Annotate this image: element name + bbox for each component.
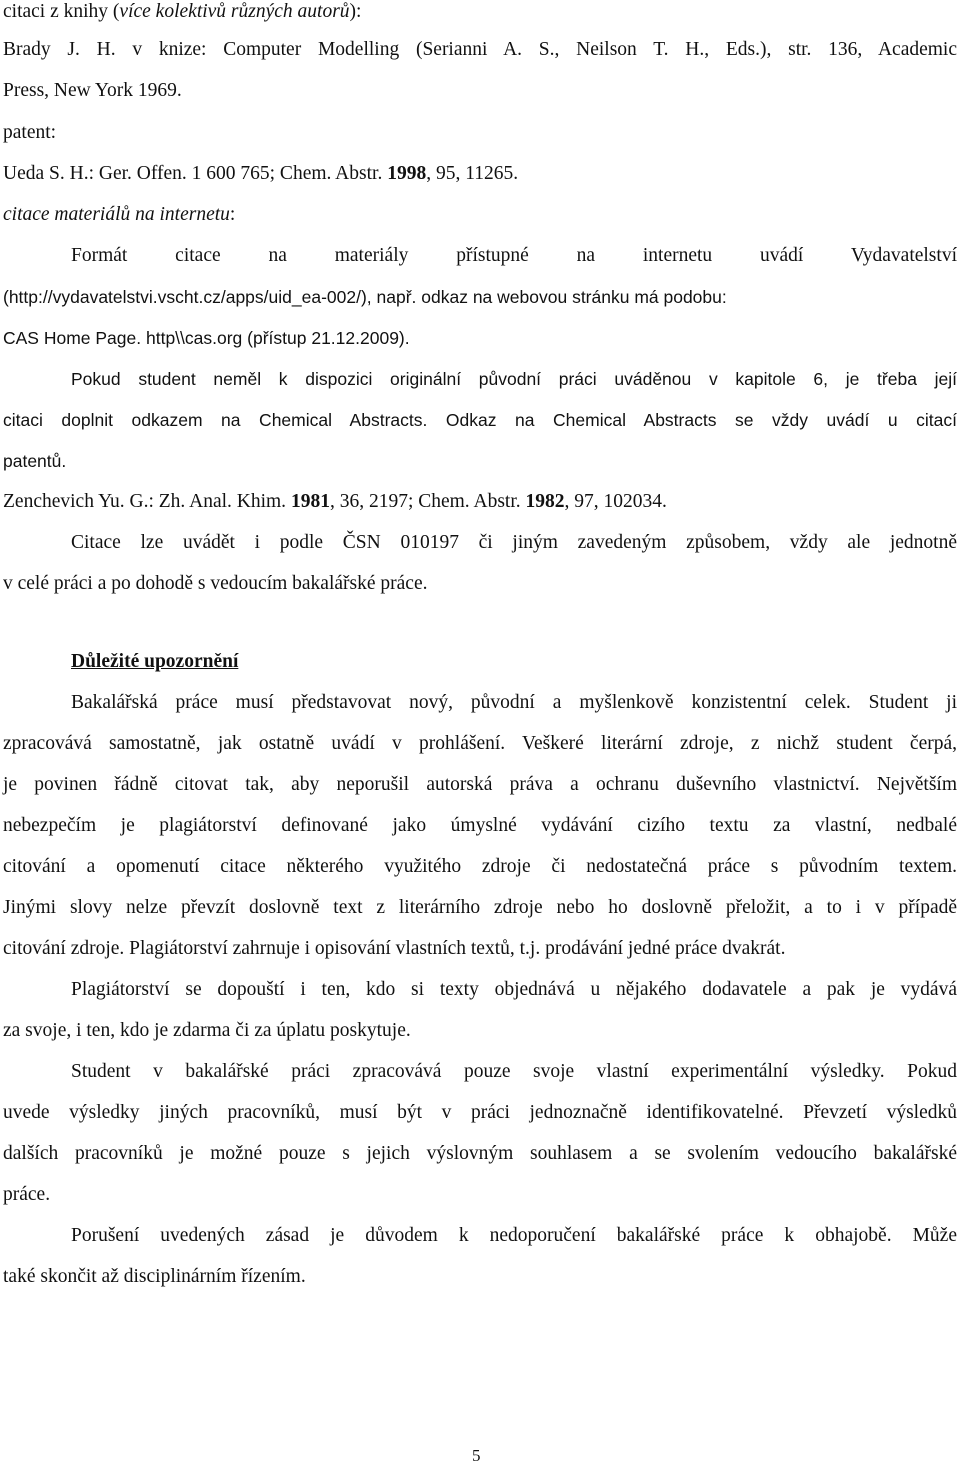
- notice-paragraph-line: citování a opomenutí citace některého využitého zdroje či nedostatečná práce s původním textem.: [3, 856, 957, 877]
- chemical-abstracts-line: patentů.: [3, 451, 67, 471]
- notice-paragraph-line: citování zdroje. Plagiátorství zahrnuje i opisování vlastních textů, t.j. prodávání jedné práce dvakrát.: [3, 938, 786, 959]
- citation-year: 1982: [525, 491, 565, 512]
- citation-text: , 95, 11265.: [426, 163, 519, 184]
- internet-citation-line: (http://vydavatelstvi.vscht.cz/apps/uid_ea-002/), např. odkaz na webovou stránku má podobu:: [3, 287, 727, 307]
- citation-text: Zenchevich Yu. G.: Zh. Anal. Khim.: [3, 491, 291, 512]
- page-number: 5: [472, 1446, 481, 1465]
- notice-paragraph-line: Bakalářská práce musí představovat nový, původní a myšlenkově konzistentní celek. Student ji: [71, 692, 957, 713]
- notice-paragraph-line: je povinen řádně citovat tak, aby neporušil autorská práva a ochranu duševního vlastnictví. Největším: [3, 774, 957, 795]
- notice-paragraph-line: Jinými slovy nelze převzít doslovně text z literárního zdroje nebo ho doslovně přeložit, a to i v případě: [3, 897, 957, 918]
- notice-paragraph-line: za svoje, i ten, kdo je zdarma či za úplatu poskytuje.: [3, 1020, 411, 1041]
- citation-text: , 36, 2197; Chem. Abstr.: [329, 491, 526, 512]
- csn-line: v celé práci a po dohodě s vedoucím bakalářské práce.: [3, 573, 428, 594]
- book-citation-line: Press, New York 1969.: [3, 80, 182, 101]
- chemical-abstracts-line: citaci doplnit odkazem na Chemical Abstracts. Odkaz na Chemical Abstracts se vždy uvádí u citací: [3, 410, 957, 430]
- notice-paragraph-line: dalších pracovníků je možné pouze s jejich výslovným souhlasem a se svolením vedoucího bakalářské: [3, 1143, 957, 1164]
- citation-text: Ueda S. H.: Ger. Offen. 1 600 765; Chem. Abstr.: [3, 163, 388, 184]
- csn-line: Citace lze uvádět i podle ČSN 010197 či jiným zavedeným způsobem, vždy ale jednotně: [71, 532, 957, 553]
- citation-text: , 97, 102034.: [564, 491, 667, 512]
- notice-paragraph-line: také skončit až disciplinárním řízením.: [3, 1266, 306, 1287]
- notice-paragraph-line: Student v bakalářské práci zpracovává pouze svoje vlastní experimentální výsledky. Pokud: [71, 1061, 957, 1082]
- label-italic-text: více kolektivů různých autorů: [119, 1, 350, 22]
- citation-year: 1981: [290, 491, 330, 512]
- chemical-abstracts-line: Pokud student neměl k dispozici originální původní práci uváděnou v kapitole 6, je třeba její: [71, 369, 957, 389]
- internet-citation-line: CAS Home Page. http\\cas.org (přístup 21.12.2009).: [3, 328, 410, 348]
- notice-heading: Důležité upozornění: [71, 651, 239, 672]
- book-citation-line: Brady J. H. v knize: Computer Modelling (Serianni A. S., Neilson T. H., Eds.), str. 136, Academic: [3, 39, 957, 60]
- notice-paragraph-line: zpracovává samostatně, jak ostatně uvádí v prohlášení. Veškeré literární zdroje, z nichž student čerpá,: [3, 733, 957, 754]
- label-text: citaci z knihy (: [3, 1, 120, 22]
- citation-year: 1998: [387, 163, 427, 184]
- notice-paragraph-line: Porušení uvedených zásad je důvodem k nedoporučení bakalářské práce k obhajobě. Může: [71, 1225, 957, 1246]
- notice-paragraph-line: uvede výsledky jiných pracovníků, musí být v práci jednoznačně identifikovatelné. Převzetí výsledků: [3, 1102, 957, 1123]
- internet-citation-line: Formát citace na materiály přístupné na internetu uvádí Vydavatelství: [71, 245, 957, 266]
- notice-paragraph-line: práce.: [3, 1184, 51, 1205]
- book-citation-label: [3, 0, 957, 24]
- patent-citation: [3, 162, 957, 186]
- notice-paragraph-line: Plagiátorství se dopouští i ten, kdo si texty objednává u nějakého dodavatele a pak je vydává: [71, 979, 957, 1000]
- label-text: :: [229, 204, 236, 225]
- label-text: ):: [349, 1, 362, 22]
- zenchevich-citation: [3, 490, 957, 514]
- patent-label: patent:: [3, 122, 57, 143]
- internet-label: [3, 203, 957, 227]
- label-italic-text: citace materiálů na internetu: [3, 204, 230, 225]
- notice-paragraph-line: nebezpečím je plagiátorství definované jako úmyslné vydávání cizího textu za vlastní, nedbalé: [3, 815, 957, 836]
